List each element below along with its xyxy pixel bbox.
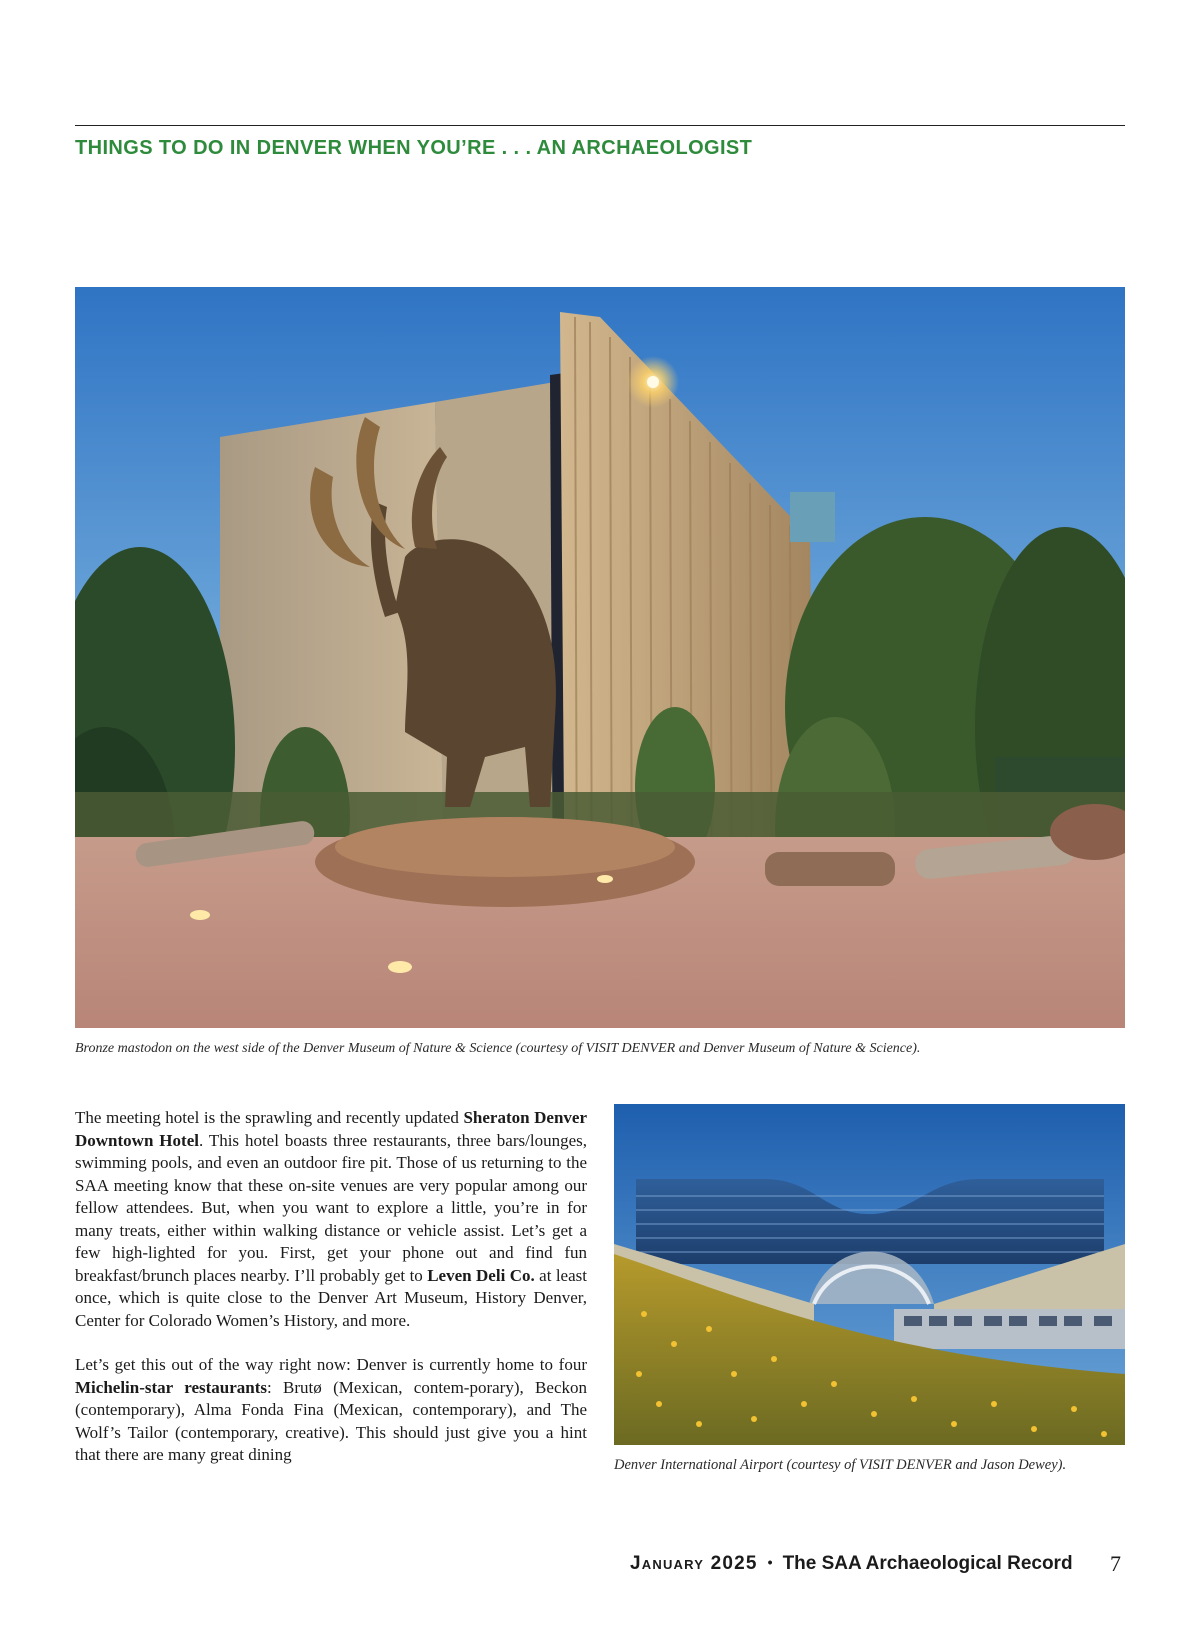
footer-publication: The SAA Archaeological Record — [782, 1553, 1073, 1574]
body-text — [75, 1107, 587, 1489]
airport-photo — [614, 1104, 1125, 1445]
paragraph-2: Let’s get this out of the way right now: Denver is currently home to four Michelin-star restaurants: Brutø (Mexican, contem-porary), Beckon (contemporary), Alma Fonda Fina (Mexican, contemporary), and The Wolf’s Tailor (contemporary, creative). This should just give you a hint that there are many great dining — [75, 1355, 587, 1464]
airport-caption: Denver International Airport (courtesy of VISIT DENVER and Jason Dewey). — [614, 1457, 1067, 1473]
footer — [630, 1553, 1073, 1575]
header-rule — [75, 125, 1125, 126]
mastodon-photo — [75, 287, 1125, 1028]
footer-issue: January 2025 — [630, 1553, 758, 1574]
footer-bullet: • — [767, 1554, 773, 1570]
section-title: THINGS TO DO IN DENVER WHEN YOU’RE . . . AN ARCHAEOLOGIST — [75, 137, 753, 159]
page-number: 7 — [1110, 1551, 1121, 1576]
paragraph-1: The meeting hotel is the sprawling and recently updated Sheraton Denver Downtown Hotel. This hotel boasts three restaurants, three bars/lounges, swimming pools, and even an outdoor fire pit. Those of us returning to the SAA meeting know that these on-site venues are very popular among our fellow attendees. But, when you want to explore a little, you’re in for many treats, either within walking distance or vehicle assist. Let’s get a few high-lighted for you. First, get your phone out and find fun breakfast/brunch places nearby. I’ll probably get to Leven Deli Co. at least once, which is quite close to the Denver Art Museum, History Denver, Center for Colorado Women’s History, and more. — [75, 1108, 588, 1330]
mastodon-caption: Bronze mastodon on the west side of the Denver Museum of Nature & Science (courtesy of VISIT DENVER and Denver Museum of Nature & Science). — [75, 1041, 921, 1056]
